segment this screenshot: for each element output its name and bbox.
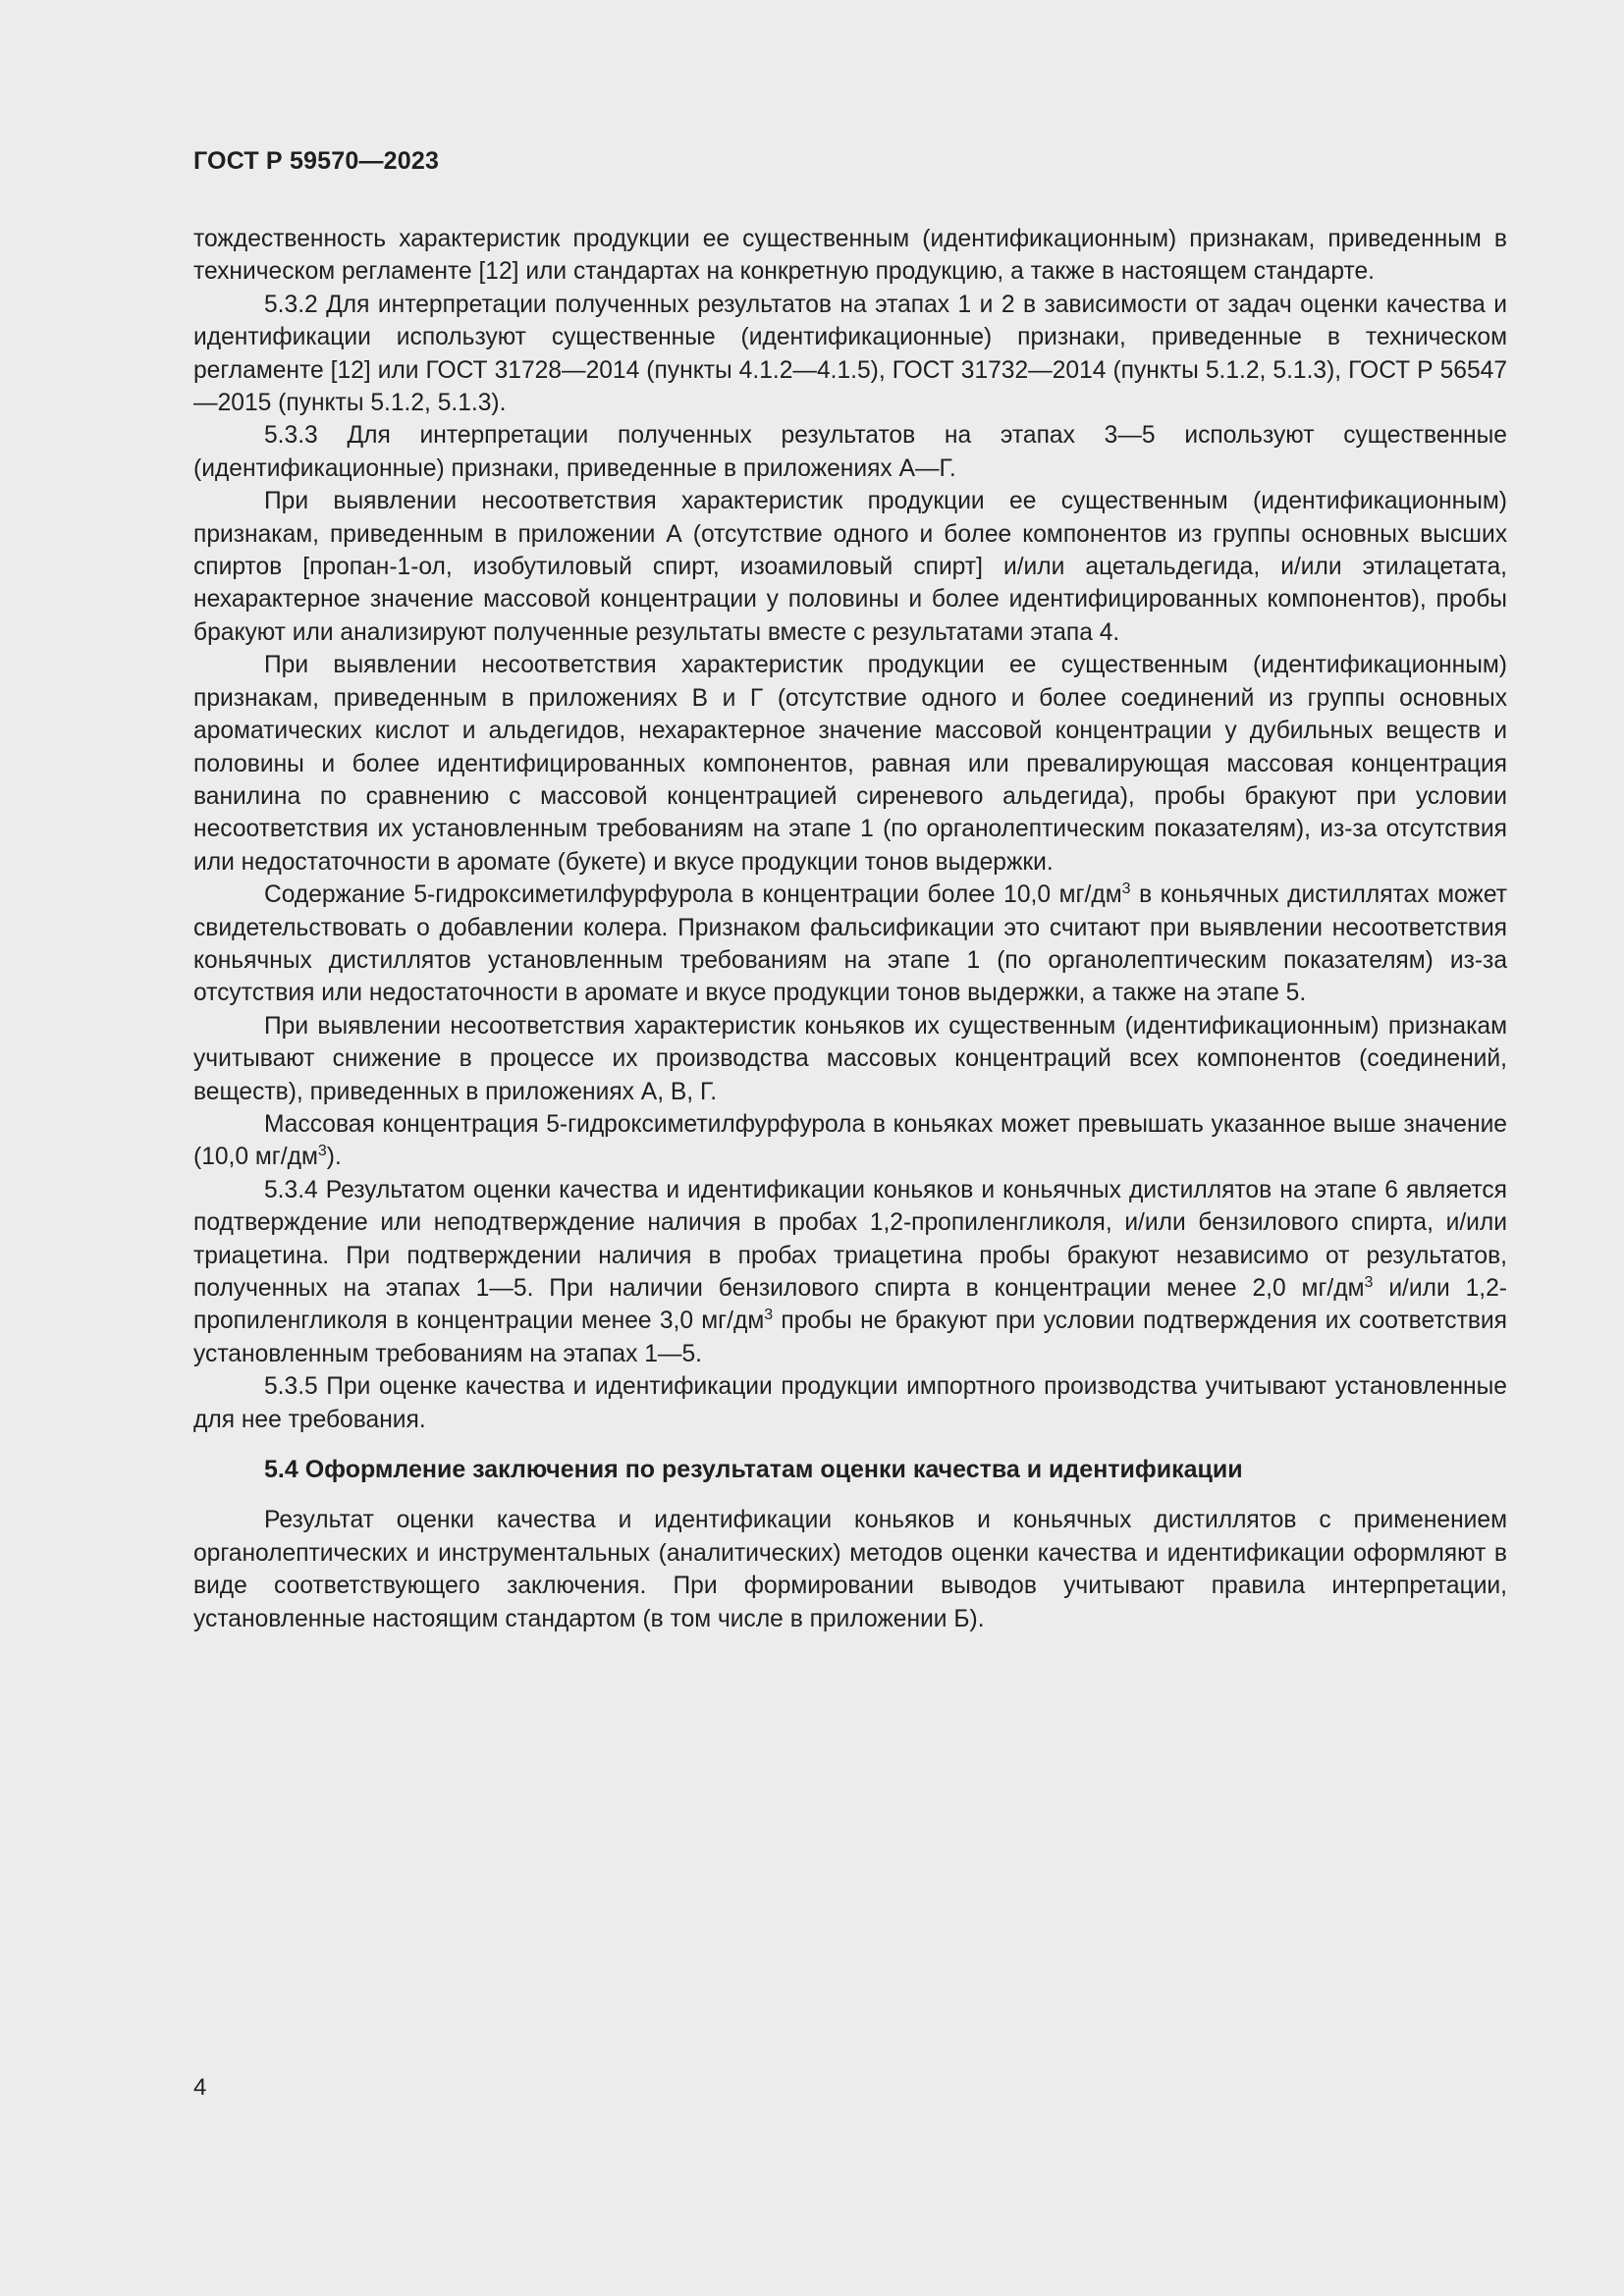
- superscript: 3: [1121, 881, 1131, 898]
- paragraph-cognac-characteristics: При выявлении несоответствия характеристик коньяков их существенным (идентификационным) признакам учитывают снижение в процессе их производства массовых концентраций всех компонентов (соединений, веществ), приведенных в приложениях А, В, Г.: [193, 1012, 1507, 1105]
- superscript: 3: [764, 1307, 774, 1324]
- document-body: [193, 223, 1507, 1635]
- paragraph-5-4-body: Результат оценки качества и идентификации коньяков и коньячных дистиллятов с применением органолептических и инструментальных (аналитических) методов оценки качества и идентификации оформляют в виде соответствующего заключения. При формировании выводов учитывают правила интерпретации, установленные настоящим стандартом (в том числе в приложении Б).: [193, 1507, 1507, 1632]
- text-run: Содержание 5-гидроксиметилфурфурола в концентрации более 10,0 мг/дм: [264, 881, 1122, 909]
- text-run: и/или 1,2-пропиленгликоля в концентрации менее 3,0 мг/дм: [193, 1275, 1507, 1335]
- section-heading-5-4: 5.4 Оформление заключения по результатам оценки качества и идентификации: [264, 1456, 1243, 1484]
- paragraph-hmf-distillates: [193, 879, 1507, 1010]
- text-run: 5.3.4 Результатом оценки качества и идентификации коньяков и коньячных дистиллятов на этапе 6 является подтверждение или неподтверждение наличия в пробах 1,2-пропиленгликоля, и/или бензилового спирта, и/или триацетина. При подтверждении наличия в пробах триацетина пробы бракуют независимо от результатов, полученных на этапах 1—5. При наличии бензилового спирта в концентрации менее 2,0 мг/дм: [193, 1176, 1507, 1302]
- paragraph-continuation: тождественность характеристик продукции ее существенным (идентификационным) признакам, приведенным в техническом регламенте [12] или стандартах на конкретную продукцию, а также в настоящем стандарте.: [193, 226, 1507, 286]
- text-run: пробы не бракуют при условии подтверждения их соответствия установленным требованиям на этапах 1—5.: [193, 1308, 1507, 1367]
- paragraph-5-3-2: 5.3.2 Для интерпретации полученных результатов на этапах 1 и 2 в зависимости от задач оценки качества и идентификации используют существенные (идентификационные) признаки, приведенные в техническом регламенте [12] или ГОСТ 31728—2014 (пункты 4.1.2—4.1.5), ГОСТ 31732—2014 (пункты 5.1.2, 5.1.3), ГОСТ Р 56547—2015 (пункты 5.1.2, 5.1.3).: [193, 291, 1507, 417]
- superscript: 3: [317, 1143, 327, 1160]
- paragraph-hmf-cognac: [193, 1108, 1507, 1174]
- paragraph-appendix-a: При выявлении несоответствия характеристик продукции ее существенным (идентификационным) признакам, приведенным в приложении А (отсутствие одного и более компонентов из группы основных высших спиртов [пропан-1-ол, изобутиловый спирт, изоамиловый спирт] и/или ацетальдегида, и/или этилацетата, нехарактерное значение массовой концентрации у половины и более идентифицированных компонентов), пробы бракуют или анализируют полученные результаты вместе с результатами этапа 4.: [193, 488, 1507, 646]
- paragraph-appendix-v-g: При выявлении несоответствия характеристик продукции ее существенным (идентификационным) признакам, приведенным в приложениях В и Г (отсутствие одного и более соединений из группы основных ароматических кислот и альдегидов, нехарактерное значение массовой концентрации у дубильных веществ и половины и более идентифицированных компонентов, равная или превалирующая массовая концентрация ванилина по сравнению с массовой концентрацией сиреневого альдегида), пробы бракуют при условии несоответствия их установленным требованиям на этапе 1 (по органолептическим показателям), из-за отсутствия или недостаточности в аромате (букете) и вкусе продукции тонов выдержки.: [193, 652, 1507, 876]
- paragraph-5-3-4: [193, 1174, 1507, 1370]
- text-run: Массовая концентрация 5-гидроксиметилфурфурола в коньяках может превышать указанное выше значение (10,0 мг/дм: [193, 1110, 1507, 1171]
- paragraph-5-3-5: 5.3.5 При оценке качества и идентификации продукции импортного производства учитывают установленные для нее требования.: [193, 1373, 1507, 1433]
- text-run: в коньячных дистиллятах может свидетельствовать о добавлении колера. Признаком фальсификации это считают при выявлении несоответствия коньячных дистиллятов установленным требованиям на этапе 1 (по органолептическим показателям) из-за отсутствия или недостаточности в аромате и вкусе продукции тонов выдержки, а также на этапе 5.: [193, 881, 1507, 1007]
- document-title: ГОСТ Р 59570—2023: [193, 147, 440, 175]
- superscript: 3: [1364, 1274, 1374, 1291]
- paragraph-5-3-3: 5.3.3 Для интерпретации полученных результатов на этапах 3—5 используют существенные (идентификационные) признаки, приведенные в приложениях А—Г.: [193, 422, 1507, 482]
- text-run: ).: [326, 1144, 342, 1171]
- page-number: 4: [193, 2074, 207, 2101]
